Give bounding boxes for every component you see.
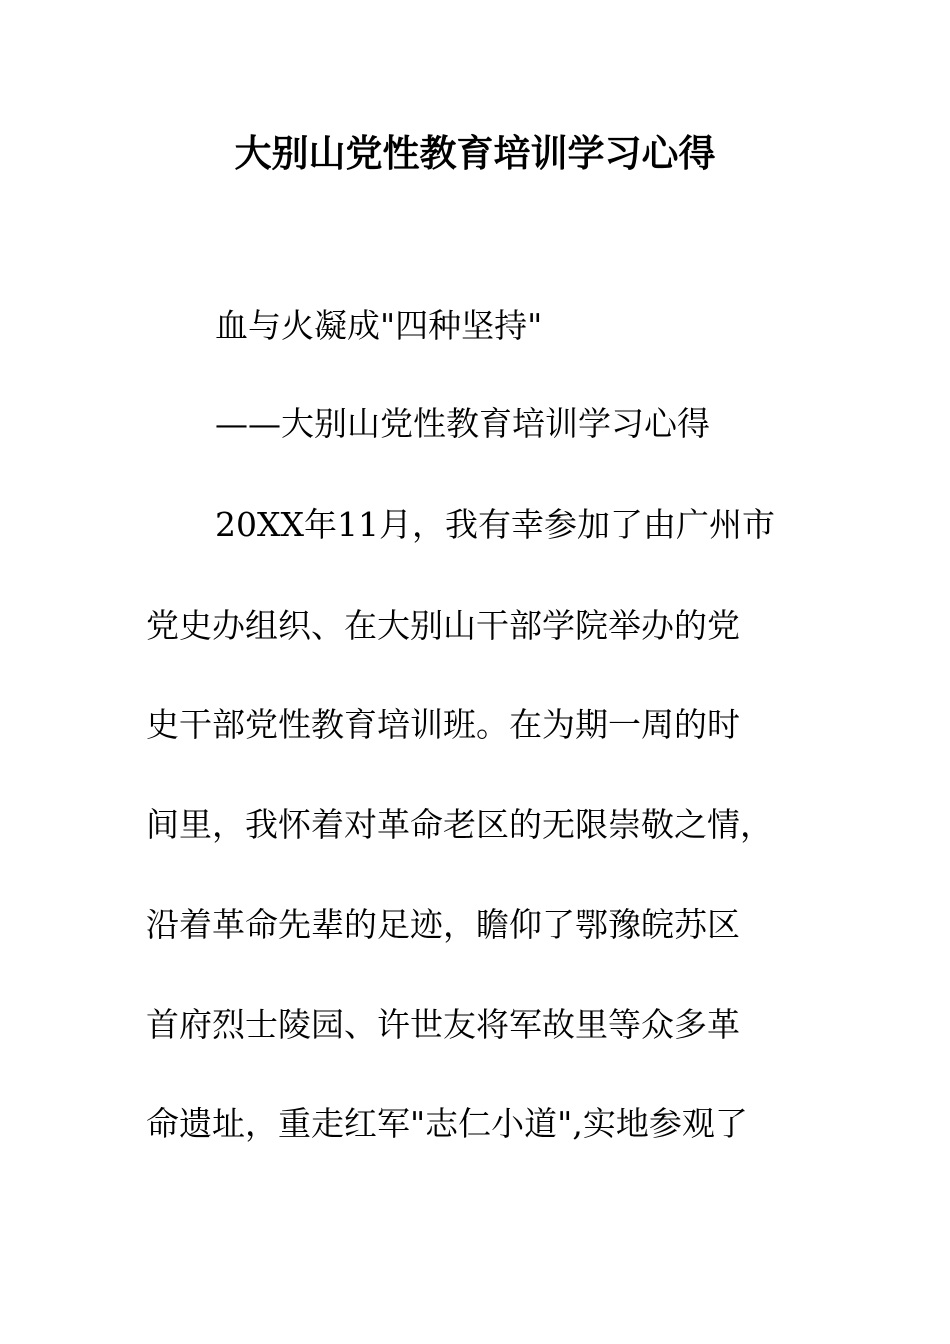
body-line: 党史办组织、在大别山干部学院举办的党	[146, 606, 740, 645]
body-line: 命遗址，重走红军"志仁小道",实地参观了	[146, 1104, 748, 1143]
document-title: 大别山党性教育培训学习心得	[234, 132, 716, 175]
subtitle: 血与火凝成"四种坚持"	[215, 306, 543, 345]
body-line: 首府烈士陵园、许世友将军故里等众多革	[146, 1005, 740, 1044]
body-line: 间里，我怀着对革命老区的无限崇敬之情，	[146, 805, 773, 844]
body-line: 史干部党性教育培训班。在为期一周的时	[146, 705, 740, 744]
subtitle-secondary: ——大别山党性教育培训学习心得	[215, 404, 710, 443]
body-line: 20XX年11月，我有幸参加了由广州市	[215, 505, 775, 544]
body-line: 沿着革命先辈的足迹，瞻仰了鄂豫皖苏区	[146, 905, 740, 944]
